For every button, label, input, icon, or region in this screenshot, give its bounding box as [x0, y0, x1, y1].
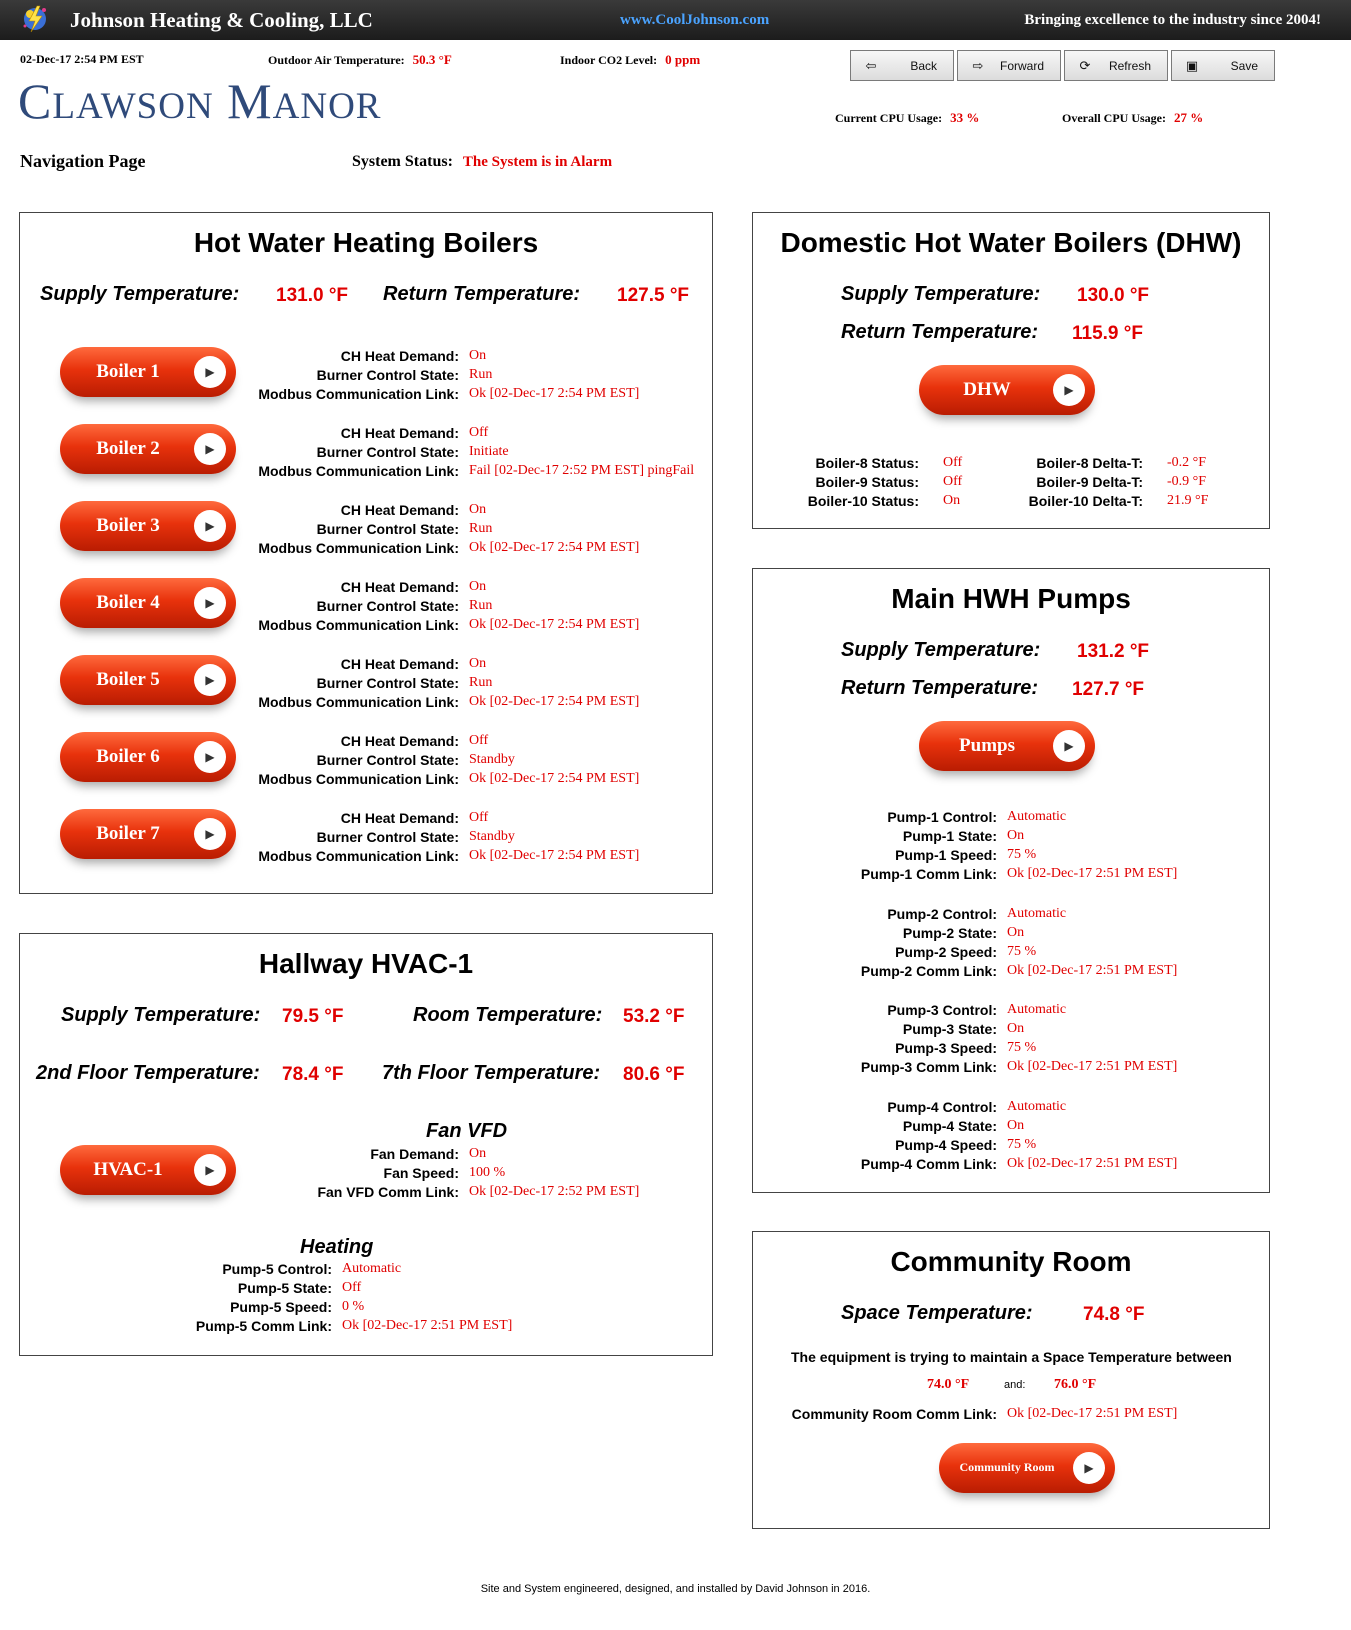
pump-speed-row: Pump-3 Speed: 75 % — [895, 1040, 1037, 1056]
burner-control-row: Burner Control State: Initiate — [316, 444, 509, 460]
and-label: and: — [1004, 1379, 1026, 1391]
supply-temp-value: 79.5 °F — [282, 1006, 344, 1027]
room-temp-value: 53.2 °F — [623, 1006, 685, 1027]
refresh-button[interactable]: ⟳ Refresh — [1064, 50, 1168, 81]
website-link[interactable]: www.CoolJohnson.com — [620, 12, 770, 28]
return-temp-label: Return Temperature: — [841, 677, 1039, 699]
hallway-hvac-panel — [19, 933, 713, 1356]
panel-title: Domestic Hot Water Boilers (DHW) — [780, 227, 1242, 258]
system-status-value: The System is in Alarm — [462, 154, 613, 170]
panel-title: Main HWH Pumps — [891, 583, 1131, 614]
panel-title: Hot Water Heating Boilers — [193, 227, 539, 258]
company-name: Johnson Heating & Cooling, LLC — [70, 8, 373, 32]
ch-heat-demand-row: CH Heat Demand: On — [340, 579, 487, 595]
fan-comm-row: Fan VFD Comm Link: Ok [02-Dec-17 2:52 PM EST] — [317, 1184, 640, 1200]
supply-temp-value: 131.2 °F — [1077, 641, 1150, 662]
pump-state-row: Pump-4 State: On — [902, 1117, 1025, 1134]
pump-speed-row: Pump-2 Speed: 75 % — [895, 943, 1037, 960]
boiler-1-button[interactable]: Boiler 1 ▶ — [60, 347, 236, 397]
fan-speed-row: Fan Speed: 100 % — [383, 1165, 506, 1181]
pumps-button[interactable]: Pumps ▶ — [919, 721, 1095, 771]
pump-control-row: Pump-1 Control: Automatic — [887, 809, 1067, 825]
lightning-logo-icon — [20, 4, 50, 34]
supply-temp-value: 131.0 °F — [276, 285, 349, 306]
pump5-control-row: Pump-5 Control: Automatic — [222, 1261, 402, 1277]
floor2-temp-label: 2nd Floor Temperature: — [36, 1062, 260, 1084]
burner-control-row: Burner Control State: Standby — [316, 752, 515, 768]
site-title: CLAWSON MANOR — [18, 73, 382, 129]
panel-title: Community Room — [890, 1246, 1132, 1277]
boiler-2-button[interactable]: Boiler 2 ▶ — [60, 424, 236, 474]
current-cpu-readout — [835, 110, 979, 126]
boiler-3-button[interactable]: Boiler 3 ▶ — [60, 501, 236, 551]
ch-heat-demand-row: CH Heat Demand: Off — [340, 733, 489, 749]
current-cpu-value: 33 % — [950, 110, 980, 125]
pump-comm-row: Pump-2 Comm Link: Ok [02-Dec-17 2:51 PM EST] — [860, 962, 1178, 979]
room-temp-label: Room Temperature: — [413, 1004, 603, 1026]
modbus-link-row: Modbus Communication Link: Ok [02-Dec-17 2:54 PM EST] — [258, 771, 640, 787]
burner-control-row: Burner Control State: Run — [316, 367, 493, 383]
community-room-button[interactable]: Community Room ▶ — [939, 1443, 1115, 1493]
pump5-comm-row: Pump-5 Comm Link: Ok [02-Dec-17 2:51 PM EST] — [195, 1318, 513, 1334]
pump-comm-row: Pump-3 Comm Link: Ok [02-Dec-17 2:51 PM EST] — [860, 1059, 1178, 1075]
heating-heading: Heating — [300, 1236, 374, 1258]
ch-heat-demand-row: CH Heat Demand: On — [340, 656, 487, 672]
return-temp-label: Return Temperature: — [841, 321, 1039, 343]
return-temp-value: 115.9 °F — [1072, 323, 1143, 344]
pump-control-row: Pump-3 Control: Automatic — [887, 1002, 1067, 1018]
supply-temp-value: 130.0 °F — [1077, 285, 1150, 306]
arrow-right-icon: ⇨ — [972, 57, 984, 73]
pump-state-row: Pump-2 State: On — [902, 924, 1025, 941]
return-temp-value: 127.5 °F — [617, 285, 690, 306]
burner-control-row: Burner Control State: Run — [316, 675, 493, 691]
modbus-link-row: Modbus Communication Link: Ok [02-Dec-17 2:54 PM EST] — [258, 617, 640, 633]
floor7-temp-value: 80.6 °F — [623, 1064, 685, 1085]
system-status — [352, 153, 612, 171]
space-temp-label: Space Temperature: — [841, 1302, 1033, 1324]
burner-control-row: Burner Control State: Run — [316, 598, 493, 614]
outdoor-air-readout — [268, 52, 452, 68]
datetime: 02-Dec-17 2:54 PM EST — [20, 52, 144, 66]
community-room-panel — [752, 1231, 1270, 1529]
refresh-icon: ⟳ — [1079, 57, 1091, 73]
boiler9-row: Boiler-9 Status: Off Boiler-9 Delta-T: -0.9 °F — [815, 474, 1207, 490]
slogan: Bringing excellence to the industry since 2004! — [1024, 12, 1321, 28]
setpoint-description: The equipment is trying to maintain a Space Temperature between — [791, 1349, 1232, 1365]
space-temp-value: 74.8 °F — [1083, 1304, 1145, 1325]
pump5-speed-row: Pump-5 Speed: 0 % — [230, 1299, 365, 1315]
ch-heat-demand-row: CH Heat Demand: On — [340, 502, 487, 518]
play-arrow-icon — [1073, 1452, 1105, 1484]
outdoor-air-value: 50.3 °F — [412, 52, 452, 67]
save-button[interactable]: ▣ Save — [1171, 50, 1275, 81]
pump-speed-row: Pump-4 Speed: 75 % — [895, 1136, 1037, 1153]
overall-cpu-value: 27 % — [1173, 110, 1204, 125]
play-arrow-icon — [1053, 374, 1085, 406]
outdoor-air-label: Outdoor Air Temperature: — [268, 53, 405, 67]
floppy-disk-icon: ▣ — [1185, 57, 1199, 73]
pump-comm-row: Pump-4 Comm Link: Ok [02-Dec-17 2:51 PM EST] — [860, 1155, 1178, 1172]
dhw-boilers-panel — [752, 212, 1270, 529]
modbus-link-row: Modbus Communication Link: Ok [02-Dec-17 2:54 PM EST] — [258, 694, 640, 710]
overall-cpu-label: Overall CPU Usage: — [1062, 111, 1166, 125]
fan-vfd-heading: Fan VFD — [426, 1120, 508, 1142]
setpoint-low: 74.0 °F — [927, 1377, 970, 1392]
co2-value: 0 ppm — [665, 52, 701, 67]
boiler-6-button[interactable]: Boiler 6 ▶ — [60, 732, 236, 782]
pump-comm-row: Pump-1 Comm Link: Ok [02-Dec-17 2:51 PM EST] — [860, 866, 1178, 882]
current-cpu-label: Current CPU Usage: — [835, 111, 943, 125]
modbus-link-row: Modbus Communication Link: Ok [02-Dec-17 2:54 PM EST] — [258, 540, 640, 556]
pump-control-row: Pump-4 Control: Automatic — [887, 1098, 1067, 1115]
boiler-5-button[interactable]: Boiler 5 ▶ — [60, 655, 236, 705]
boiler-7-button[interactable]: Boiler 7 ▶ — [60, 809, 236, 859]
community-comm-row: Community Room Comm Link: Ok [02-Dec-17 2:51 PM EST] — [791, 1406, 1178, 1422]
floor7-temp-label: 7th Floor Temperature: — [382, 1062, 601, 1084]
supply-temp-label: Supply Temperature: — [841, 283, 1041, 305]
dhw-button[interactable]: DHW ▶ — [919, 365, 1095, 415]
ch-heat-demand-row: CH Heat Demand: Off — [340, 425, 489, 441]
top-banner — [0, 0, 1351, 40]
main-hwh-pumps-panel — [752, 568, 1270, 1193]
setpoint-high: 76.0 °F — [1054, 1377, 1097, 1392]
modbus-link-row: Modbus Communication Link: Ok [02-Dec-17 2:54 PM EST] — [258, 386, 640, 402]
burner-control-row: Burner Control State: Standby — [316, 829, 515, 845]
setpoint-range-row — [753, 1377, 1271, 1396]
boiler8-row: Boiler-8 Status: Off Boiler-8 Delta-T: -0.2 °F — [815, 455, 1207, 471]
boiler10-row: Boiler-10 Status: On Boiler-10 Delta-T: 21.9 °F — [807, 493, 1209, 509]
play-arrow-icon — [1053, 730, 1085, 762]
return-temp-value: 127.7 °F — [1072, 679, 1145, 700]
co2-label: Indoor CO2 Level: — [560, 53, 658, 67]
pump-speed-row: Pump-1 Speed: 75 % — [895, 847, 1037, 863]
floor2-temp-value: 78.4 °F — [282, 1064, 344, 1085]
supply-temp-label: Supply Temperature: — [841, 639, 1041, 661]
hvac-1-button[interactable]: HVAC-1 ▶ — [60, 1145, 236, 1195]
boiler-4-button[interactable]: Boiler 4 ▶ — [60, 578, 236, 628]
pump-state-row: Pump-1 State: On — [902, 828, 1025, 844]
panel-title: Hallway HVAC-1 — [258, 948, 474, 979]
arrow-left-icon: ⇦ — [865, 57, 877, 73]
system-status-label: System Status: — [352, 153, 453, 170]
hot-water-boilers-panel — [19, 212, 713, 894]
ch-heat-demand-row: CH Heat Demand: Off — [340, 810, 489, 826]
pump-control-row: Pump-2 Control: Automatic — [887, 905, 1067, 922]
supply-temp-label: Supply Temperature: — [40, 283, 240, 305]
overall-cpu-readout — [1062, 110, 1203, 126]
fan-demand-row: Fan Demand: On — [370, 1146, 487, 1162]
footer-credit: Site and System engineered, designed, and installed by David Johnson in 2016. — [480, 1583, 871, 1595]
back-button[interactable]: ⇦ Back — [850, 50, 954, 81]
supply-temp-label: Supply Temperature: — [61, 1004, 261, 1026]
modbus-link-row: Modbus Communication Link: Fail [02-Dec-17 2:52 PM EST] pingFail — [258, 463, 695, 479]
burner-control-row: Burner Control State: Run — [316, 521, 493, 537]
forward-button[interactable]: ⇨ Forward — [957, 50, 1061, 81]
modbus-link-row: Modbus Communication Link: Ok [02-Dec-17 2:54 PM EST] — [258, 848, 640, 864]
pump5-state-row: Pump-5 State: Off — [237, 1280, 362, 1296]
pump-state-row: Pump-3 State: On — [902, 1021, 1025, 1037]
co2-readout — [560, 52, 700, 68]
ch-heat-demand-row: CH Heat Demand: On — [340, 348, 487, 364]
return-temp-label: Return Temperature: — [383, 283, 581, 305]
page-title: Navigation Page — [20, 151, 146, 171]
